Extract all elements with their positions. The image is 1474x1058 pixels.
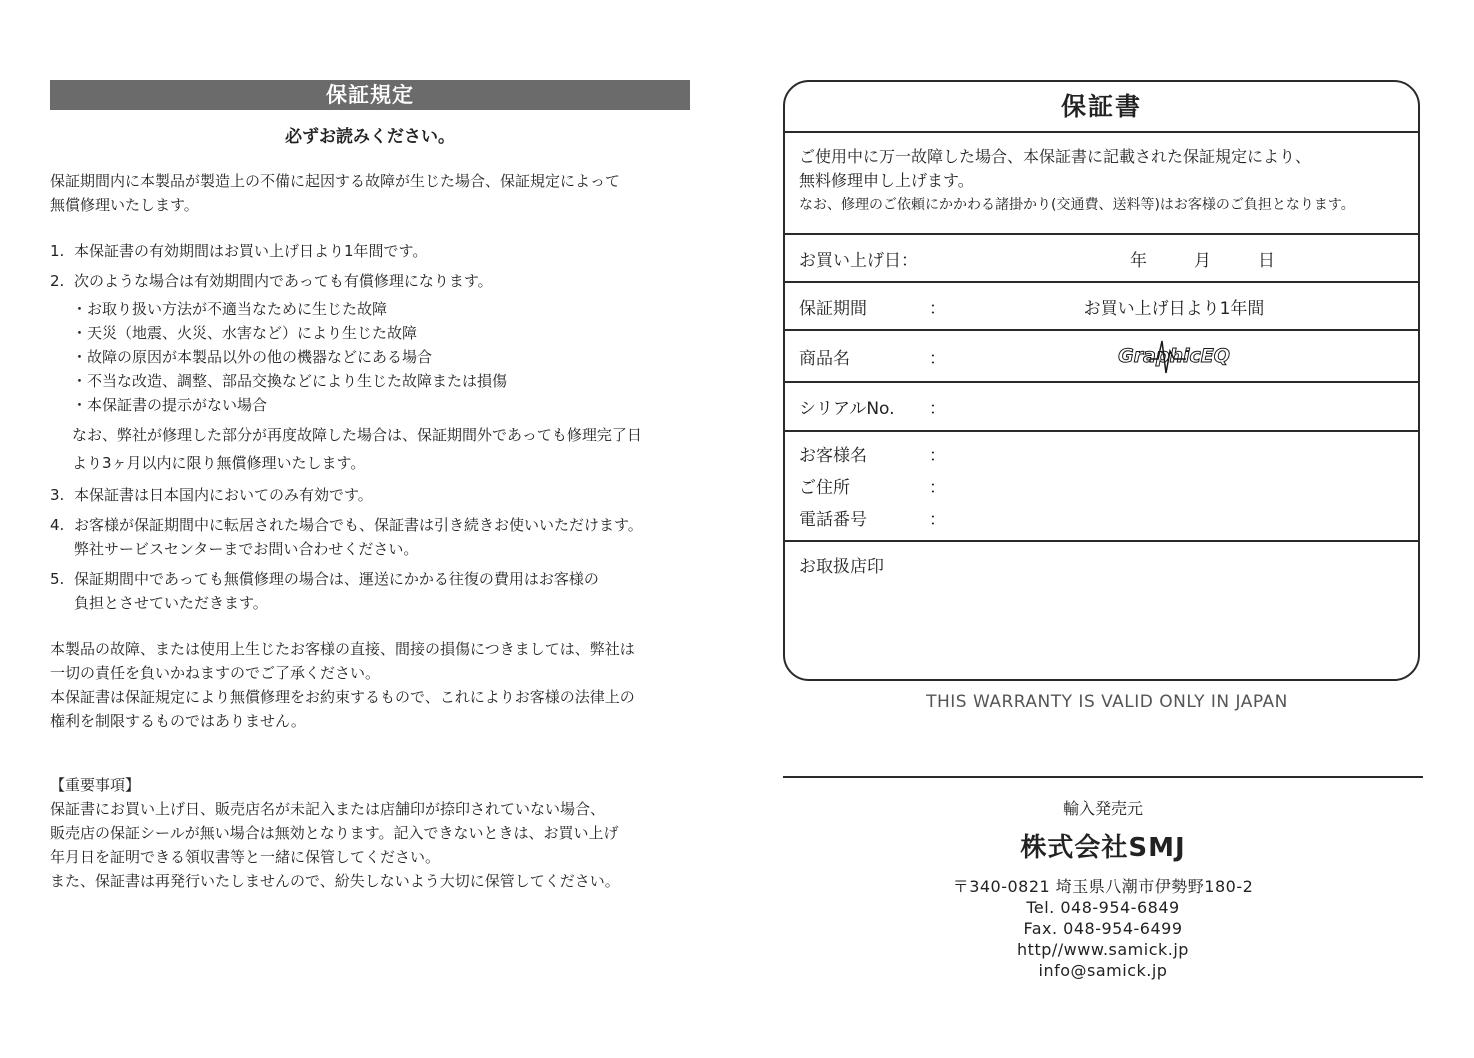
company-name: 株式会社SMJ bbox=[1020, 833, 1186, 863]
card-title: 保証書 bbox=[785, 82, 1418, 133]
waveform-icon bbox=[1148, 337, 1188, 377]
company-url[interactable]: http//www.samick.jp bbox=[1017, 940, 1189, 959]
customer-phone-line[interactable]: 電話番号 ： bbox=[799, 510, 946, 530]
serial-row: シリアルNo. ： bbox=[785, 383, 1418, 432]
rules-header: 保証規定 bbox=[50, 80, 690, 110]
important-heading: 【重要事項】 bbox=[50, 776, 141, 794]
period-label: 保証期間 bbox=[799, 298, 867, 319]
liability-paragraph: 本製品の故障、または使用上生じたお客様の直接、間接の損傷につきましては、弊社は 一切の責任を負いかねますのでご了承ください。 本保証書は保証規定により無償修理をお約束するもので、これによりお客様の法律上の 権利を制限するものではありません。 bbox=[50, 640, 635, 730]
company-tel: Tel. 048-954-6849 bbox=[1026, 898, 1180, 917]
rule-item-5: 5. 保証期間中であっても無償修理の場合は、運送にかかる往復の費用はお客様の 負担とさせていただきます。 bbox=[50, 570, 599, 612]
warranty-validity-note: THIS WARRANTY IS VALID ONLY IN JAPAN bbox=[926, 692, 1288, 712]
product-name-row: 商品名 ： GraphicEQ bbox=[785, 331, 1418, 383]
subitem: ・不当な改造、調整、部品交換などにより生じた故障または損傷 bbox=[72, 372, 508, 390]
rule-2-subitems bbox=[72, 297, 690, 417]
card-terms: ご使用中に万一故障した場合、本保証書に記載された保証規定により、 無料修理申し上げます。 なお、修理のご依頼にかかわる諸掛かり(交通費、送料等)はお客様のご負担となります。 bbox=[785, 133, 1418, 235]
importer-label: 輸入発売元 bbox=[1062, 799, 1143, 818]
purchase-date-row bbox=[785, 235, 1418, 283]
rules-intro bbox=[50, 169, 690, 217]
important-notes: 【重要事項】 保証書にお買い上げ日、販売店名が未記入または店舗印が捺印されていない場合、 販売店の保証シールが無い場合は無効となります。記入できないときは、お買い上げ 年月日を証明できる領収書等と一緒に保管してください。 また、保証書は再発行いたしませんので、紛失しないよう大切に保管してください。 bbox=[50, 773, 690, 893]
subitem: ・天災（地震、火災、水害など）により生じた故障 bbox=[72, 324, 418, 342]
must-read-heading: 必ずお読みください。 bbox=[285, 127, 455, 147]
graphic-eq-logo: GraphicEQ bbox=[1118, 345, 1230, 367]
warranty-period-row: 保証期間 ： お買い上げ日より1年間 bbox=[785, 283, 1418, 331]
company-contact bbox=[783, 876, 1423, 981]
shop-stamp-label: お取扱店印 bbox=[799, 557, 884, 577]
customer-name-line[interactable]: お客様名 ： bbox=[799, 446, 946, 466]
rules-list bbox=[50, 239, 690, 615]
repair-note: なお、弊社が修理した部分が再度故障した場合は、保証期間外であっても修理完了日 より3ヶ月以内に限り無償修理いたします。 bbox=[72, 426, 642, 472]
company-info bbox=[783, 796, 1423, 981]
serial-label: シリアルNo. bbox=[799, 399, 895, 419]
company-fax: Fax. 048-954-6499 bbox=[1023, 919, 1183, 938]
product-label: 商品名 bbox=[799, 348, 850, 369]
rule-item-2: 2. 次のような場合は有効期間内であっても有償修理になります。 bbox=[50, 272, 493, 290]
rule-item-1: 1. 本保証書の有効期間はお買い上げ日より1年間です。 bbox=[50, 242, 428, 260]
customer-address-line[interactable]: ご住所 ： bbox=[799, 478, 946, 498]
intro-line: 無償修理いたします。 bbox=[50, 196, 199, 214]
warranty-rules-section bbox=[50, 80, 690, 893]
company-email[interactable]: info@samick.jp bbox=[1038, 961, 1168, 980]
purchase-date-field[interactable]: 年 月 日 bbox=[1130, 250, 1275, 271]
divider bbox=[783, 776, 1423, 778]
company-address: 〒340-0821 埼玉県八潮市伊勢野180-2 bbox=[952, 877, 1254, 896]
rule-item-3: 3. 本保証書は日本国内においてのみ有効です。 bbox=[50, 486, 373, 504]
intro-line: 保証期間内に本製品が製造上の不備に起因する故障が生じた場合、保証規定によって bbox=[50, 172, 621, 190]
warranty-card bbox=[783, 80, 1420, 681]
period-value: お買い上げ日より1年間 bbox=[1083, 298, 1265, 319]
subitem: ・故障の原因が本製品以外の他の機器などにある場合 bbox=[72, 348, 433, 366]
shop-stamp-area bbox=[785, 542, 1418, 681]
customer-info bbox=[785, 432, 1418, 542]
purchase-date-label: お買い上げ日： bbox=[799, 250, 918, 271]
rule-item-4: 4. お客様が保証期間中に転居された場合でも、保証書は引き続きお使いいただけます。 弊社サービスセンターまでお問い合わせください。 bbox=[50, 516, 643, 558]
subitem: ・本保証書の提示がない場合 bbox=[72, 396, 268, 414]
subitem: ・お取り扱い方法が不適当なために生じた故障 bbox=[72, 300, 388, 318]
